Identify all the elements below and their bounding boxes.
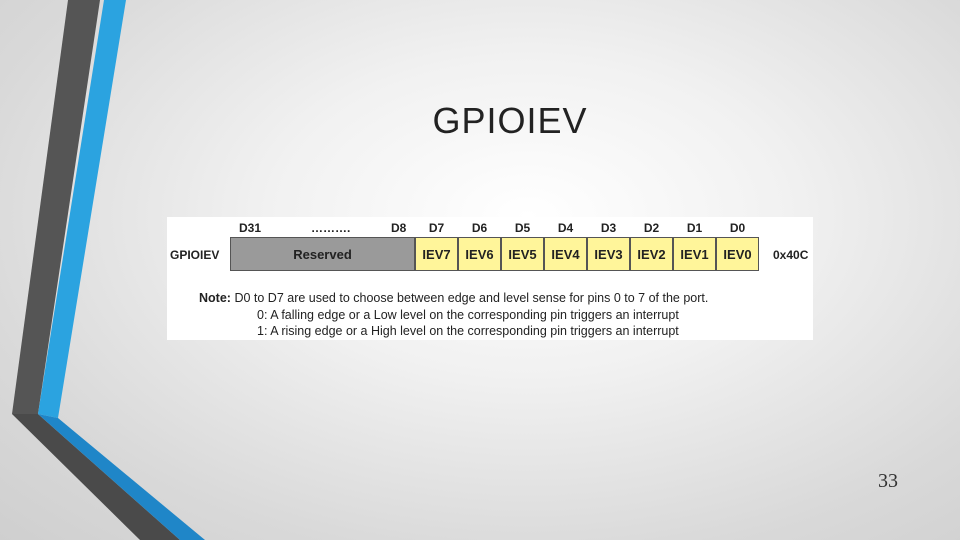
dark-stripe-lower	[12, 414, 180, 540]
header-d1: D1	[686, 221, 703, 235]
header-d0: D0	[729, 221, 746, 235]
header-d4: D4	[557, 221, 574, 235]
note-line-1	[199, 291, 708, 305]
bit-iev1: IEV1	[673, 237, 716, 271]
header-dots: ……….	[311, 221, 351, 235]
page-number: 33	[878, 470, 898, 492]
note-line-3: 1: A rising edge or a High level on the corresponding pin triggers an interrupt	[257, 324, 679, 338]
note-line-2: 0: A falling edge or a Low level on the corresponding pin triggers an interrupt	[257, 308, 679, 322]
register-diagram	[167, 217, 813, 340]
bit-iev6: IEV6	[458, 237, 501, 271]
header-d2: D2	[643, 221, 660, 235]
note-prefix: Note:	[199, 291, 231, 305]
header-d7: D7	[428, 221, 445, 235]
bit-iev2: IEV2	[630, 237, 673, 271]
header-d8: D8	[391, 221, 407, 235]
register-name: GPIOIEV	[170, 248, 220, 262]
reserved-field: Reserved	[230, 237, 415, 271]
bit-iev7: IEV7	[415, 237, 458, 271]
bit-iev0: IEV0	[716, 237, 759, 271]
header-d31: D31	[239, 221, 262, 235]
bit-iev5: IEV5	[501, 237, 544, 271]
header-d3: D3	[600, 221, 617, 235]
bit-iev4: IEV4	[544, 237, 587, 271]
header-d6: D6	[471, 221, 488, 235]
note-text-1: D0 to D7 are used to choose between edge and level sense for pins 0 to 7 of the port.	[234, 291, 709, 305]
register-address: 0x40C	[773, 248, 809, 262]
bit-iev3: IEV3	[587, 237, 630, 271]
slide-title: GPIOIEV	[432, 100, 588, 141]
header-d5: D5	[514, 221, 531, 235]
